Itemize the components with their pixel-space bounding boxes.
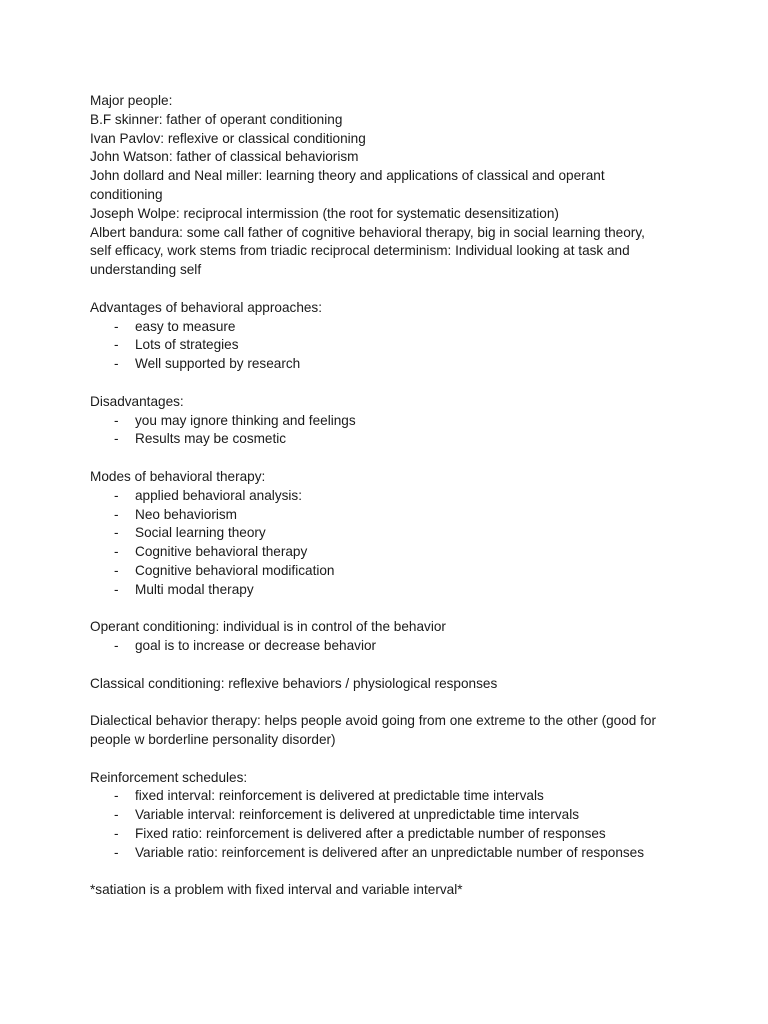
dash-bullet: - bbox=[114, 525, 119, 541]
list-item bbox=[90, 487, 690, 506]
dash-bullet: - bbox=[114, 318, 119, 334]
list-item-text: Neo behaviorism bbox=[135, 506, 237, 522]
list-item bbox=[90, 412, 690, 431]
list-item-text: you may ignore thinking and feelings bbox=[135, 412, 356, 428]
dash-bullet: - bbox=[114, 487, 119, 503]
reinforcement-list bbox=[90, 787, 690, 862]
section-heading: Advantages of behavioral approaches: bbox=[90, 299, 323, 315]
section-heading: Modes of behavioral therapy: bbox=[90, 468, 266, 484]
dash-bullet: - bbox=[114, 826, 119, 842]
list-item bbox=[90, 637, 690, 656]
list-item bbox=[90, 844, 690, 863]
list-item bbox=[90, 543, 690, 562]
disadvantages-list bbox=[90, 412, 690, 450]
person-entry: John Watson: father of classical behaviorism bbox=[90, 149, 359, 165]
person-entry: Joseph Wolpe: reciprocal intermission (the root for systematic desensitization) bbox=[90, 205, 559, 221]
list-item bbox=[90, 825, 690, 844]
paragraph-gap bbox=[90, 750, 690, 769]
list-item-text: easy to measure bbox=[135, 318, 236, 334]
list-item-text: Lots of strategies bbox=[135, 337, 239, 353]
dash-bullet: - bbox=[114, 412, 119, 428]
dialectical-therapy-text: Dialectical behavior therapy: helps people avoid going from one extreme to the other (good for people w borderline personality disorder) bbox=[90, 713, 656, 748]
list-item-text: Cognitive behavioral modification bbox=[135, 562, 335, 578]
modes-list bbox=[90, 487, 690, 600]
list-item-text: Multi modal therapy bbox=[135, 581, 254, 597]
list-item bbox=[90, 562, 690, 581]
dash-bullet: - bbox=[114, 544, 119, 560]
paragraph-gap bbox=[90, 600, 690, 619]
dash-bullet: - bbox=[114, 638, 119, 654]
document-page bbox=[90, 92, 690, 900]
list-item bbox=[90, 336, 690, 355]
operant-list bbox=[90, 637, 690, 656]
paragraph-gap bbox=[90, 280, 690, 299]
list-item bbox=[90, 581, 690, 600]
section-heading: Major people: bbox=[90, 93, 173, 108]
person-entry: B.F skinner: father of operant conditioning bbox=[90, 111, 343, 127]
list-item bbox=[90, 506, 690, 525]
dash-bullet: - bbox=[114, 562, 119, 578]
list-item bbox=[90, 318, 690, 337]
list-item-text: Results may be cosmetic bbox=[135, 431, 287, 447]
list-item bbox=[90, 355, 690, 374]
list-item bbox=[90, 524, 690, 543]
major-people-section bbox=[90, 92, 690, 280]
list-item-text: applied behavioral analysis: bbox=[135, 487, 303, 503]
section-heading: Disadvantages: bbox=[90, 393, 184, 409]
dash-bullet: - bbox=[114, 844, 119, 860]
paragraph-gap bbox=[90, 863, 690, 882]
person-entry: John dollard and Neal miller: learning theory and applications of classical and operant conditioning bbox=[90, 168, 605, 202]
modes-section bbox=[90, 468, 690, 600]
dash-bullet: - bbox=[114, 431, 119, 447]
person-entry: Albert bandura: some call father of cognitive behavioral therapy, big in social learning theory, self efficacy, work stems from triadic reciprocal determinism: Individual looking at task and understanding self bbox=[90, 224, 645, 278]
list-item-text: Cognitive behavioral therapy bbox=[135, 544, 308, 560]
operant-section bbox=[90, 618, 690, 656]
list-item bbox=[90, 806, 690, 825]
paragraph-gap bbox=[90, 694, 690, 713]
reinforcement-section bbox=[90, 769, 690, 863]
paragraph-gap bbox=[90, 656, 690, 675]
list-item-text: Well supported by research bbox=[135, 356, 301, 372]
list-item-text: fixed interval: reinforcement is delivered at predictable time intervals bbox=[135, 788, 544, 804]
paragraph-gap bbox=[90, 374, 690, 393]
classical-conditioning-text: Classical conditioning: reflexive behaviors / physiological responses bbox=[90, 675, 498, 691]
dash-bullet: - bbox=[114, 506, 119, 522]
list-item-text: Social learning theory bbox=[135, 525, 266, 541]
dash-bullet: - bbox=[114, 807, 119, 823]
dash-bullet: - bbox=[114, 788, 119, 804]
satiation-note: *satiation is a problem with fixed interval and variable interval* bbox=[90, 882, 463, 898]
dash-bullet: - bbox=[114, 356, 119, 372]
advantages-section bbox=[90, 299, 690, 374]
list-item-text: Fixed ratio: reinforcement is delivered after a predictable number of responses bbox=[135, 826, 606, 842]
dash-bullet: - bbox=[114, 581, 119, 597]
list-item bbox=[90, 787, 690, 806]
paragraph-gap bbox=[90, 449, 690, 468]
section-heading: Operant conditioning: individual is in control of the behavior bbox=[90, 619, 446, 635]
list-item-text: Variable ratio: reinforcement is delivered after an unpredictable number of responses bbox=[135, 844, 645, 860]
section-heading: Reinforcement schedules: bbox=[90, 769, 248, 785]
advantages-list bbox=[90, 318, 690, 374]
list-item bbox=[90, 430, 690, 449]
list-item-text: goal is to increase or decrease behavior bbox=[135, 638, 377, 654]
person-entry: Ivan Pavlov: reflexive or classical conditioning bbox=[90, 130, 366, 146]
disadvantages-section bbox=[90, 393, 690, 449]
dash-bullet: - bbox=[114, 337, 119, 353]
list-item-text: Variable interval: reinforcement is delivered at unpredictable time intervals bbox=[135, 807, 580, 823]
